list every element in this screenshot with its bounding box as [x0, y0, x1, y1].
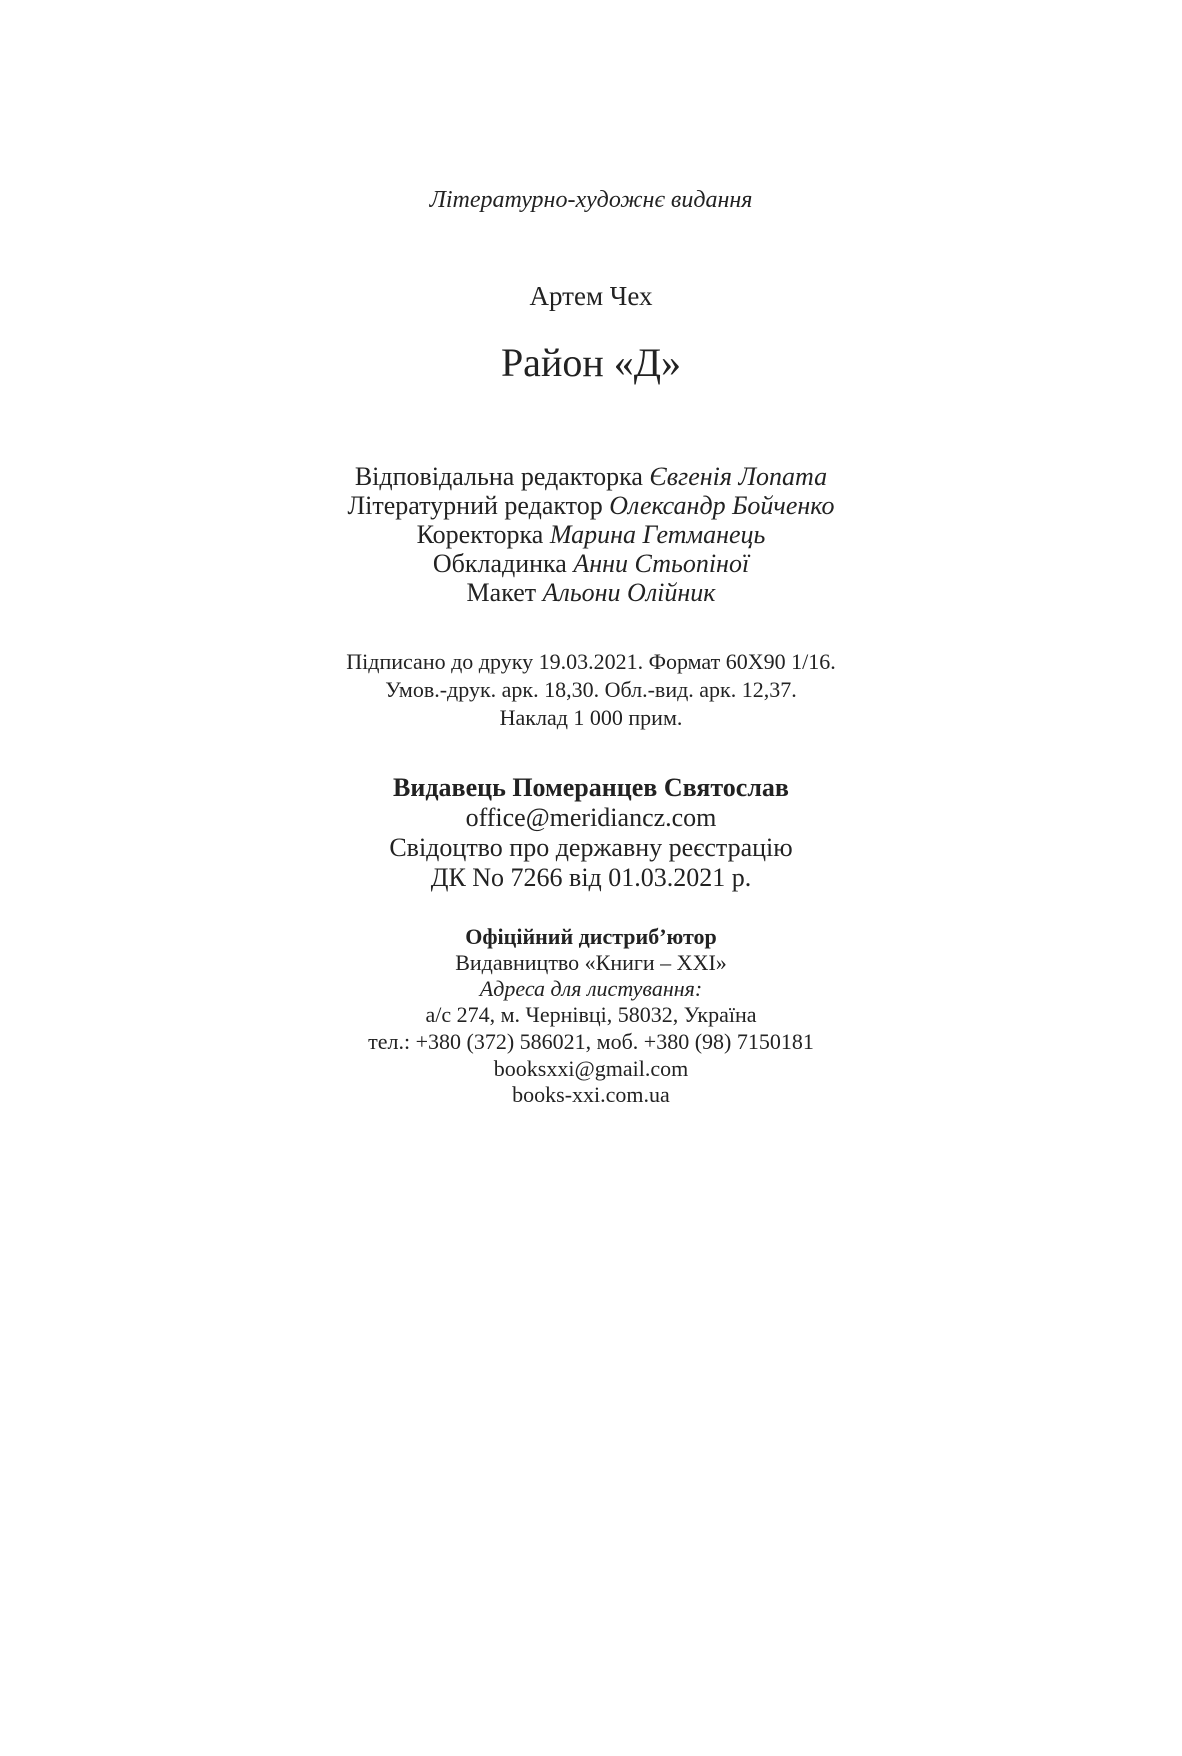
credit-person: Марина Гетманець — [549, 520, 766, 549]
credit-role: Обкладинка — [432, 549, 567, 578]
distributor-heading: Офіційний дистриб’ютор — [465, 924, 717, 949]
book-title: Район «Д» — [500, 340, 682, 385]
credit-line — [0, 522, 1182, 548]
author-name: Артем Чех — [529, 281, 653, 311]
print-info-line: Наклад 1 000 прим. — [499, 705, 683, 730]
distributor-company: Видавництво «Книги – XXI» — [455, 950, 727, 975]
credit-person: Альони Олійник — [542, 578, 716, 607]
credit-line — [0, 464, 1182, 490]
distributor-phones: тел.: +380 (372) 586021, моб. +380 (98) 7150181 — [368, 1029, 814, 1054]
credit-line — [0, 493, 1182, 519]
distributor-website: books-xxi.com.ua — [512, 1082, 670, 1107]
credit-role: Макет — [466, 578, 537, 607]
publisher-registration-number: ДК No 7266 від 01.03.2021 р. — [430, 863, 752, 892]
distributor-address: а/с 274, м. Чернівці, 58032, Україна — [425, 1002, 757, 1027]
publisher-name: Видавець Померанцев Святослав — [393, 773, 789, 802]
distributor-email: booksxxi@gmail.com — [493, 1056, 689, 1081]
credit-role: Літературний редактор — [347, 491, 603, 520]
credit-line — [0, 551, 1182, 577]
credit-person: Олександр Бойченко — [609, 491, 835, 520]
print-info-line: Підписано до друку 19.03.2021. Формат 60Х90 1/16. — [346, 649, 836, 674]
publisher-registration: Свідоцтво про державну реєстрацію — [389, 833, 793, 862]
distributor-address-label: Адреса для листування: — [479, 976, 703, 1001]
credit-person: Анни Стьопіної — [573, 549, 750, 578]
credit-person: Євгенія Лопата — [649, 462, 828, 491]
credit-role: Коректорка — [416, 520, 544, 549]
edition-type: Літературно-художнє видання — [429, 187, 753, 213]
print-info-line: Умов.-друк. арк. 18,30. Обл.-вид. арк. 12,37. — [385, 677, 797, 702]
credit-role: Відповідальна редакторка — [354, 462, 643, 491]
publisher-email: office@meridiancz.com — [465, 803, 717, 832]
credit-line — [0, 580, 1182, 606]
